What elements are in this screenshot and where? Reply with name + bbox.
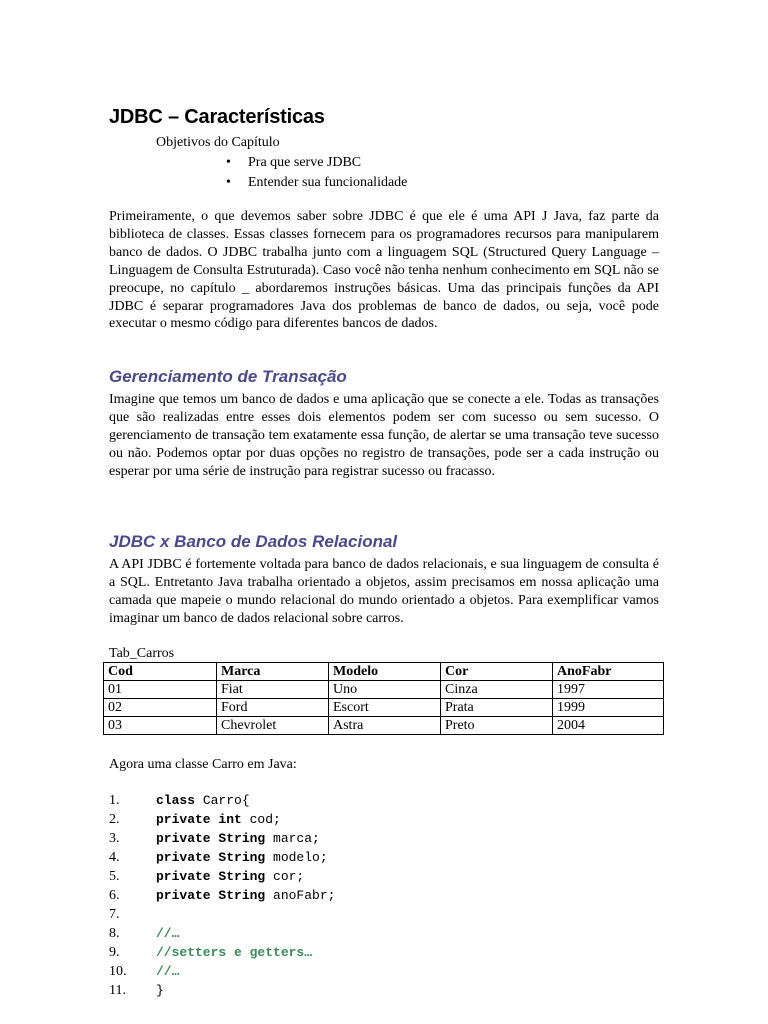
code-text: Carro{ [195, 793, 250, 808]
line-number: 2. [109, 812, 120, 827]
table-cell: 02 [104, 699, 217, 717]
code-text: cod; [241, 812, 281, 827]
list-item [226, 174, 407, 194]
column-header: Cor [441, 663, 553, 681]
table-cell: Preto [441, 717, 553, 735]
code-text: cor; [265, 869, 305, 884]
column-header: Modelo [329, 663, 441, 681]
line-number: 4. [109, 850, 120, 865]
table-caption: Tab_Carros [109, 646, 175, 661]
table-cell: Astra [329, 717, 441, 735]
table-cell: Ford [217, 699, 329, 717]
bullet-icon: • [226, 155, 231, 170]
list-item-label: Entender sua funcionalidade [248, 175, 408, 190]
page-title: JDBC – Características [109, 106, 325, 128]
table-cell: 1999 [553, 699, 664, 717]
table-cell: Escort [329, 699, 441, 717]
column-header: Cod [104, 663, 217, 681]
code-keyword: private String [156, 831, 266, 846]
bullet-icon: • [226, 175, 231, 190]
table-cell: Cinza [441, 681, 553, 699]
table-cell: 01 [104, 681, 217, 699]
code-keyword: private String [156, 869, 266, 884]
transacao-paragraph: Imagine que temos um banco de dados e uma aplicação que se conecte a ele. Todas as transações que são realizadas entre esses dois elementos podem ser com sucesso ou sem sucesso. O gerenciamento de transação tem exatamente essa função, de alertar se uma transação teve sucesso ou não. Podemos optar por duas opções no registro de transações, pode ser a cada instrução ou esperar por uma série de instrução para registrar sucesso ou fracasso. [109, 392, 659, 479]
line-number: 11. [109, 983, 126, 998]
table-row [104, 681, 664, 699]
table-cell: 03 [104, 717, 217, 735]
code-text: marca; [265, 831, 320, 846]
relacional-paragraph: A API JDBC é fortemente voltada para banco de dados relacionais, e sua linguagem de consulta é a SQL. Entretanto Java trabalha orientado a objetos, assim precisamos em nossa aplicação uma camada que mapeie o mundo relacional do mundo orientado a objetos. Para exemplificar vamos imaginar um banco de dados relacional sobre carros. [109, 557, 659, 626]
list-item [226, 154, 407, 174]
table-cell: Fiat [217, 681, 329, 699]
line-number: 3. [109, 831, 120, 846]
list-item-label: Pra que serve JDBC [248, 155, 362, 170]
line-number: 5. [109, 869, 120, 884]
table-cell: Prata [441, 699, 553, 717]
line-number: 1. [109, 793, 120, 808]
objectives-heading: Objetivos do Capítulo [156, 135, 280, 150]
line-number: 8. [109, 926, 120, 941]
code-keyword: private String [156, 888, 266, 903]
table-header-row [104, 663, 664, 681]
intro-paragraph: Primeiramente, o que devemos saber sobre JDBC é que ele é uma API J Java, faz parte da biblioteca de classes. Essas classes fornecem para os programadores recursos para manipularem banco de dados. O JDBC trabalha junto com a linguagem SQL (Structured Query Language – Linguagem de Consulta Estruturada). Caso você não tenha nenhum conhecimento em SQL não se preocupe, no capítulo _ abordaremos instruções básicas. Uma das principais funções da API JDBC é separar programadores Java dos problemas de banco de dados, ou seja, você pode executar o mesmo código para diferentes bancos de dados. [109, 209, 659, 332]
table-row [104, 717, 664, 735]
column-header: Marca [217, 663, 329, 681]
line-number: 6. [109, 888, 120, 903]
code-comment: //setters e getters… [156, 945, 313, 960]
table-cell: 2004 [553, 717, 664, 735]
line-number: 9. [109, 945, 120, 960]
objectives-list [226, 154, 407, 194]
code-text: } [156, 983, 164, 998]
carros-table [103, 662, 664, 735]
code-text: modelo; [265, 850, 328, 865]
code-intro-text: Agora uma classe Carro em Java: [109, 757, 297, 772]
section-heading-relacional: JDBC x Banco de Dados Relacional [109, 532, 398, 551]
code-comment: //… [156, 964, 180, 979]
code-text: anoFabr; [265, 888, 336, 903]
section-heading-transacao: Gerenciamento de Transação [109, 367, 347, 386]
table-cell: 1997 [553, 681, 664, 699]
code-keyword: class [156, 793, 196, 808]
code-comment: //… [156, 926, 180, 941]
line-number: 10. [109, 964, 127, 979]
code-keyword: private int [156, 812, 242, 827]
line-number: 7. [109, 907, 120, 922]
column-header: AnoFabr [553, 663, 664, 681]
code-keyword: private String [156, 850, 266, 865]
table-row [104, 699, 664, 717]
table-cell: Chevrolet [217, 717, 329, 735]
table-cell: Uno [329, 681, 441, 699]
